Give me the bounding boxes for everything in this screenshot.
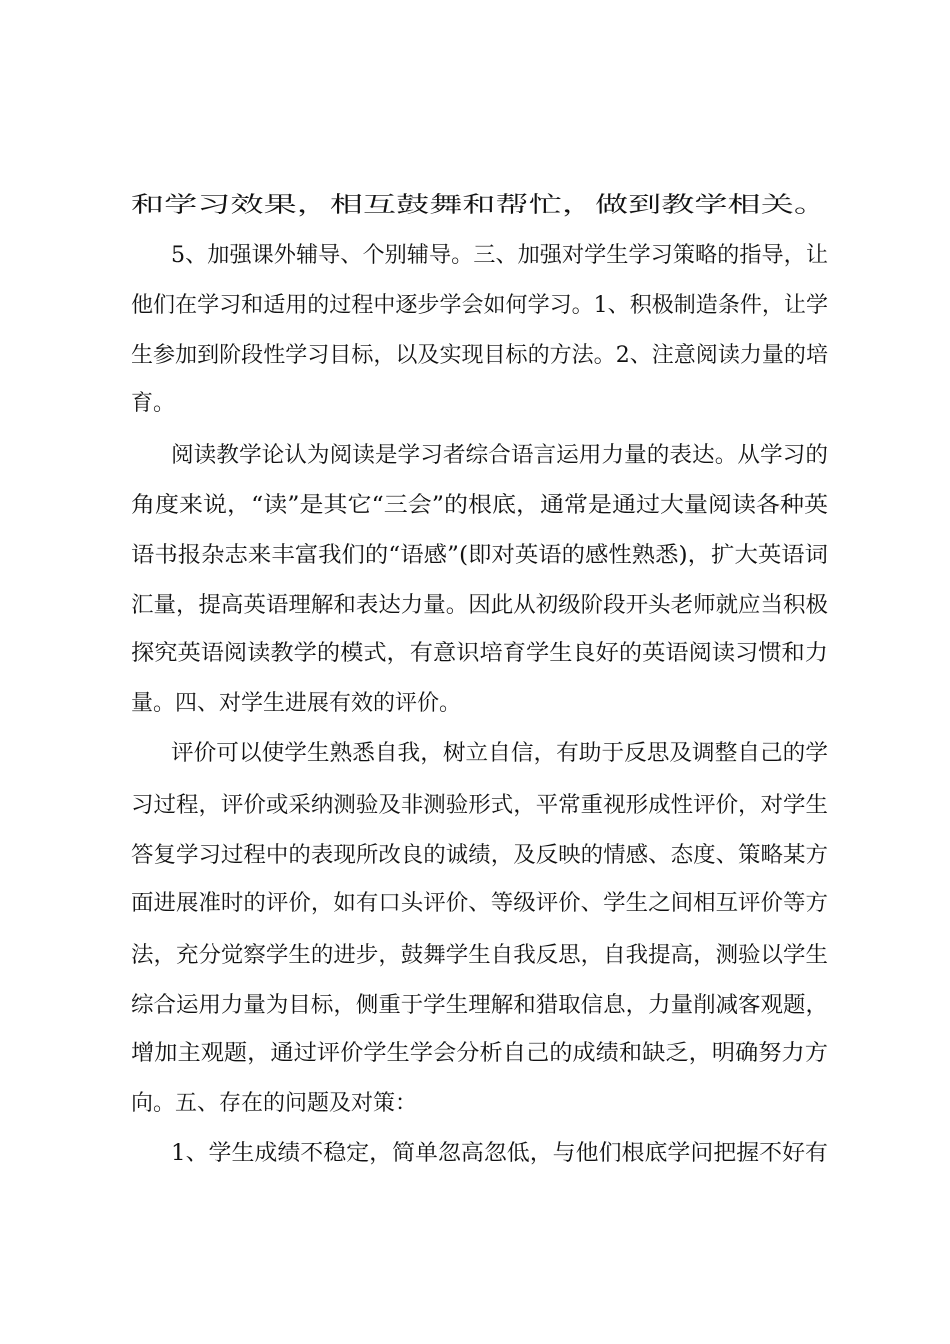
paragraph-4-line-1 xyxy=(0,734,950,774)
text-line: 面进展准时的评价，如有口头评价、等级评价、学生之间相互评价等方 xyxy=(131,891,828,916)
paragraph-2-line-2 xyxy=(0,286,950,326)
paragraph-3-line-2 xyxy=(0,486,950,526)
paragraph-3-line-4 xyxy=(0,586,950,626)
text-line: 习过程，评价或采纳测验及非测验形式，平常重视形成性评价，对学生 xyxy=(131,793,828,818)
text-line: 他们在学习和适用的过程中逐步学会如何学习。1、积极制造条件，让学 xyxy=(131,293,829,318)
text-line: 探究英语阅读教学的模式，有意识培育学生良好的英语阅读习惯和力 xyxy=(131,641,828,666)
paragraph-3-line-3 xyxy=(0,536,950,576)
paragraph-4-line-6 xyxy=(0,986,950,1026)
paragraph-4-line-7 xyxy=(0,1034,950,1074)
text-line: 增加主观题，通过评价学生学会分析自己的成绩和缺乏，明确努力方 xyxy=(131,1041,828,1066)
paragraph-4-line-3 xyxy=(0,836,950,876)
text-line: 答复学习过程中的表现所改良的诚绩，及反映的情感、态度、策略某方 xyxy=(131,843,828,868)
paragraph-5-line-1 xyxy=(0,1134,950,1174)
text-line: 语书报杂志来丰富我们的“语感”(即对英语的感性熟悉)，扩大英语词 xyxy=(131,543,828,568)
paragraph-2-line-3 xyxy=(0,336,950,376)
text-line: 生参加到阶段性学习目标，以及实现目标的方法。2、注意阅读力量的培 xyxy=(131,343,829,368)
paragraph-4-line-5 xyxy=(0,936,950,976)
text-line: 法，充分觉察学生的进步，鼓舞学生自我反思，自我提高，测验以学生 xyxy=(131,943,828,968)
paragraph-2-line-1 xyxy=(0,236,950,276)
text-line: 1、学生成绩不稳定，简单忽高忽低，与他们根底学问把握不好有 xyxy=(171,1141,828,1166)
text-line: 5、加强课外辅导、个别辅导。三、加强对学生学习策略的指导，让 xyxy=(171,243,828,268)
text-line: 汇量，提高英语理解和表达力量。因此从初级阶段开头老师就应当积极 xyxy=(131,593,828,618)
text-line: 量。四、对学生进展有效的评价。 xyxy=(131,691,462,716)
paragraph-4-line-4 xyxy=(0,884,950,924)
paragraph-4-line-2 xyxy=(0,786,950,826)
text-line: 角度来说，“读”是其它“三会”的根底，通常是通过大量阅读各种英 xyxy=(131,493,828,518)
text-line: 育。 xyxy=(131,391,176,416)
paragraph-3-line-6 xyxy=(0,684,950,724)
paragraph-3-line-1 xyxy=(0,436,950,476)
text-line: 阅读教学论认为阅读是学习者综合语言运用力量的表达。从学习的 xyxy=(171,443,828,468)
paragraph-1-line-1 xyxy=(0,186,950,226)
text-line: 和学习效果，相互鼓舞和帮忙，做到教学相关。 xyxy=(131,193,827,218)
paragraph-4-line-8 xyxy=(0,1084,950,1124)
text-line: 综合运用力量为目标，侧重于学生理解和猎取信息，力量削减客观题， xyxy=(131,993,828,1018)
paragraph-2-line-4 xyxy=(0,384,950,424)
paragraph-3-line-5 xyxy=(0,634,950,674)
text-line: 评价可以使学生熟悉自我，树立自信，有助于反思及调整自己的学 xyxy=(171,741,828,766)
text-line: 向。五、存在的问题及对策： xyxy=(131,1091,418,1116)
